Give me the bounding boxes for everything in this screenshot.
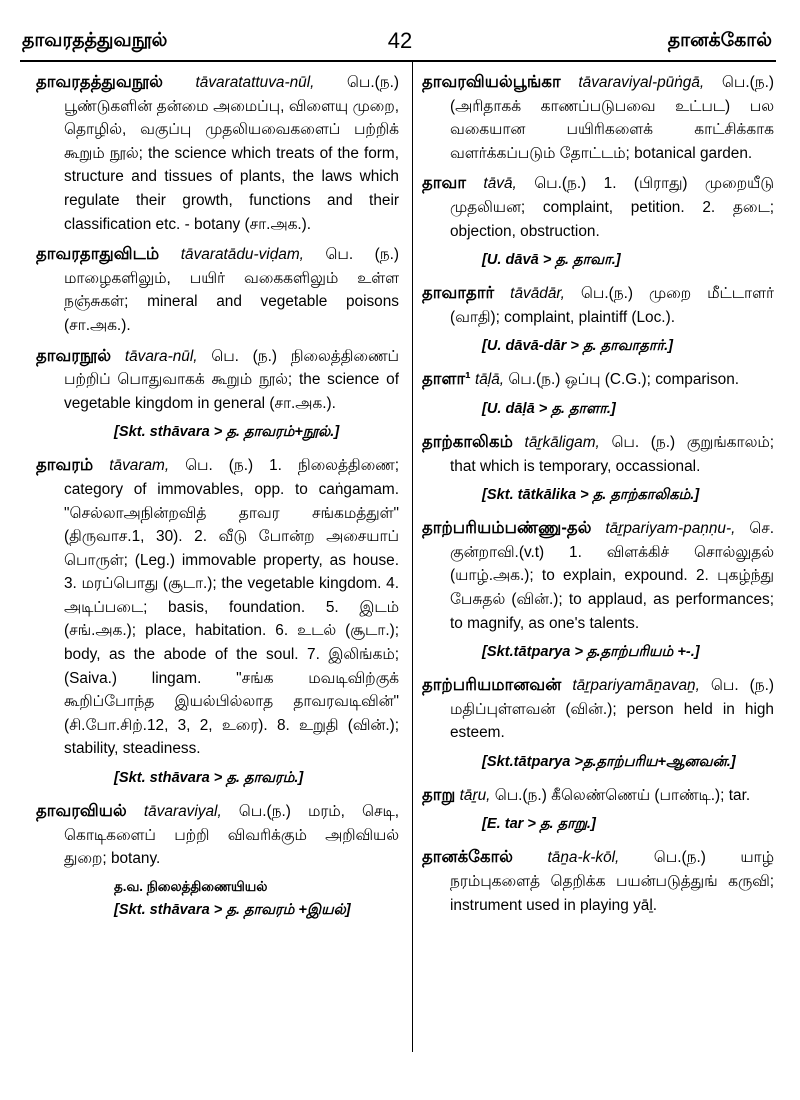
dictionary-entry <box>36 242 399 337</box>
transliteration: tāvādār, <box>510 285 565 303</box>
headword: தாளா¹ <box>422 369 471 389</box>
header-rule <box>20 60 776 62</box>
transliteration: tāṟpariyam-paṇṇu-, <box>605 520 736 538</box>
definition: பெ.(ந.) கீலெண்ணெய் (பாண்டி.); tar. <box>494 786 751 804</box>
headword: தாவரதாதுவிடம் <box>36 244 160 264</box>
etymology: [U. dāvā-dār > த. தாவாதார்.] <box>482 338 673 355</box>
headword: தாவரதத்துவநூல் <box>36 72 164 91</box>
definition: பெ.(ந.) மரம், செடி, கொடிகளைப் பற்றி விவரிக்கும் அறிவியல் துறை; botany. <box>64 803 399 868</box>
etymology: [Skt.tātparya > த.தாற்பரியம் +-.] <box>482 644 700 661</box>
headword: தாற்பரியமானவன் <box>422 675 562 695</box>
transliteration: tāvā, <box>483 175 517 193</box>
transliteration: tāvaraviyal-pūṅgā, <box>578 74 705 91</box>
headword: தாவரவியல்பூங்கா <box>422 72 561 91</box>
dictionary-entry <box>36 70 399 236</box>
transliteration: tāvaratādu-viḍam, <box>180 246 304 264</box>
etymology: [Skt.tātparya >த.தாற்பரிய+ஆனவன்.] <box>482 753 736 770</box>
etymology: [E. tar > த. தாறு.] <box>482 816 596 833</box>
page-header <box>0 0 800 62</box>
etymology: [U. dāvā > த. தாவா.] <box>482 252 621 269</box>
transliteration: tāṉa-k-kōl, <box>547 849 620 867</box>
column-divider <box>412 62 413 1052</box>
transliteration: tāvara-nūl, <box>124 347 198 365</box>
running-head-left: தாவரதத்துவநூல் <box>22 30 168 51</box>
dictionary-entry <box>36 453 399 761</box>
dictionary-entry <box>422 430 774 478</box>
etymology: [Skt. tātkālika > த. தாற்காலிகம்.] <box>482 487 700 504</box>
transliteration: tāvaram, <box>109 457 170 475</box>
dictionary-entry <box>422 281 774 329</box>
etymology: [Skt. sthāvara > த. தாவரம்+நூல்.] <box>114 424 340 441</box>
transliteration: tāvaraviyal, <box>143 803 222 821</box>
definition: பெ.(ந.) 1. (பிராது) முறையீடு முதலியன; complaint, petition. 2. தடை; objection, obstruction. <box>450 175 774 240</box>
headword: தாற்பரியம்பண்ணு-தல் <box>422 518 592 538</box>
definition: பெ.(ந.) முறை மீட்டாளர் (வாதி); complaint, plaintiff (Loc.). <box>450 285 774 326</box>
headword: தாற்காலிகம் <box>422 431 513 451</box>
etymology: [Skt. sthāvara > த. தாவரம் +இயல்] <box>114 901 351 918</box>
etymology: [U. dāḷā > த. தாளா.] <box>482 400 616 417</box>
definition: பெ. (ந.) மதிப்புள்ளவன் (வின்.); person held in high esteem. <box>450 677 774 742</box>
dictionary-entry <box>422 171 774 243</box>
headword: தானக்கோல் <box>422 847 514 867</box>
transliteration: tāṟpariyamāṉavaṉ, <box>572 677 700 695</box>
definition: பெ.(ந.) ஒப்பு (C.G.); comparison. <box>508 371 740 389</box>
running-head-right: தானக்கோல் <box>667 30 772 51</box>
transliteration: tāṟu, <box>459 786 491 804</box>
definition: பெ. (ந.) நிலைத்திணைப் பற்றிப் பொதுவாகக் கூறும் நூல்; the science of vegetable kingdom in general (சா.அக.). <box>64 347 399 412</box>
dictionary-entry <box>422 783 774 808</box>
definition: பெ. (ந.) 1. நிலைத்திணை; category of immovables, opp. to caṅgamam. "செல்லாஅநின்றவித் தாவர சங்கமத்துள்" (திருவாச.1, 30). 2. வீடு போன்ற அசையாப் பொருள்; (Leg.) immovable property, as house. 3. மரப்பொது (சூடா.); the vegetable kingdom. 4. அடிப்படை; basis, foundation. 5. இடம் (சங்.அக.); place, habitation. 6. உடல் (சூடா.); body, as the abode of the soul. 7. இலிங்கம்; (Saiva.) lingam. "சங்க மவடிவிற்குக் கூறிப்போந்த இயல்பில்லாத தாவரவடிவின்" (சி.போ.சிற்.12, 3, 2, உரை). 8. உறுதி (வின்.); stability, steadiness. <box>64 457 399 758</box>
dictionary-entry <box>36 344 399 416</box>
definition: பெ. (ந.) மாழைகளிலும், பயிர் வகைகளிலும் உள்ள நஞ்சுகள்; mineral and vegetable poisons (சா.அக.). <box>64 246 399 334</box>
dictionary-entry <box>422 516 774 635</box>
dictionary-entry <box>422 673 774 745</box>
headword: தாவாதார் <box>422 283 495 303</box>
usage-note: த.வ. நிலைத்திணையியல் <box>114 878 268 894</box>
definition: பெ.(ந.) (அரிதாகக் காணப்படுபவை உட்பட) பல வகையான பயிரிகளைக் காட்சிக்காக வளர்க்கப்படும் தோட்டம்; botanical garden. <box>450 74 774 162</box>
page-number: 42 <box>387 28 413 53</box>
dictionary-entry <box>422 70 774 165</box>
transliteration: tāvaratattuva-nūl, <box>195 74 315 91</box>
transliteration: tāḷā, <box>474 371 505 389</box>
definition: பெ. (ந.) குறுங்காலம்; that which is temporary, occassional. <box>450 433 774 475</box>
left-column <box>36 70 399 931</box>
right-column <box>422 70 774 923</box>
etymology: [Skt. sthāvara > த. தாவரம்.] <box>114 770 304 787</box>
headword: தாறு <box>422 784 456 804</box>
headword: தாவரநூல் <box>36 345 112 365</box>
dictionary-entry <box>422 845 774 917</box>
definition: செ. குன்றாவி.(v.t) 1. விளக்கிச் சொல்லுதல் (யாழ்.அக.); to explain, expound. 2. புகழ்ந்து பேசுதல் (வின்.); to applaud, as performances; to magnify, as one's talents. <box>450 520 774 632</box>
transliteration: tāṟkāligam, <box>524 433 600 451</box>
headword: தாவரவியல் <box>36 801 127 821</box>
headword: தாவா <box>422 173 467 193</box>
dictionary-entry <box>422 367 774 392</box>
dictionary-entry <box>36 799 399 871</box>
definition: பெ.(ந.) யாழ் நரம்புகளைத் தெறிக்க பயன்படுத்துங் கருவி; instrument used in playing yāḻ. <box>450 849 774 914</box>
definition: பெ.(ந.) பூண்டுகளின் தன்மை அமைப்பு, விளையு முறை, தொழில், வகுப்பு முதலியவைகளைப் பற்றிக் கூறும் நூல்; the science which treats of the form, structure and tissues of plants, the laws which regulate their growth, functions and their classification etc. - botany (சா.அக.). <box>64 74 399 233</box>
headword: தாவரம் <box>36 455 94 475</box>
